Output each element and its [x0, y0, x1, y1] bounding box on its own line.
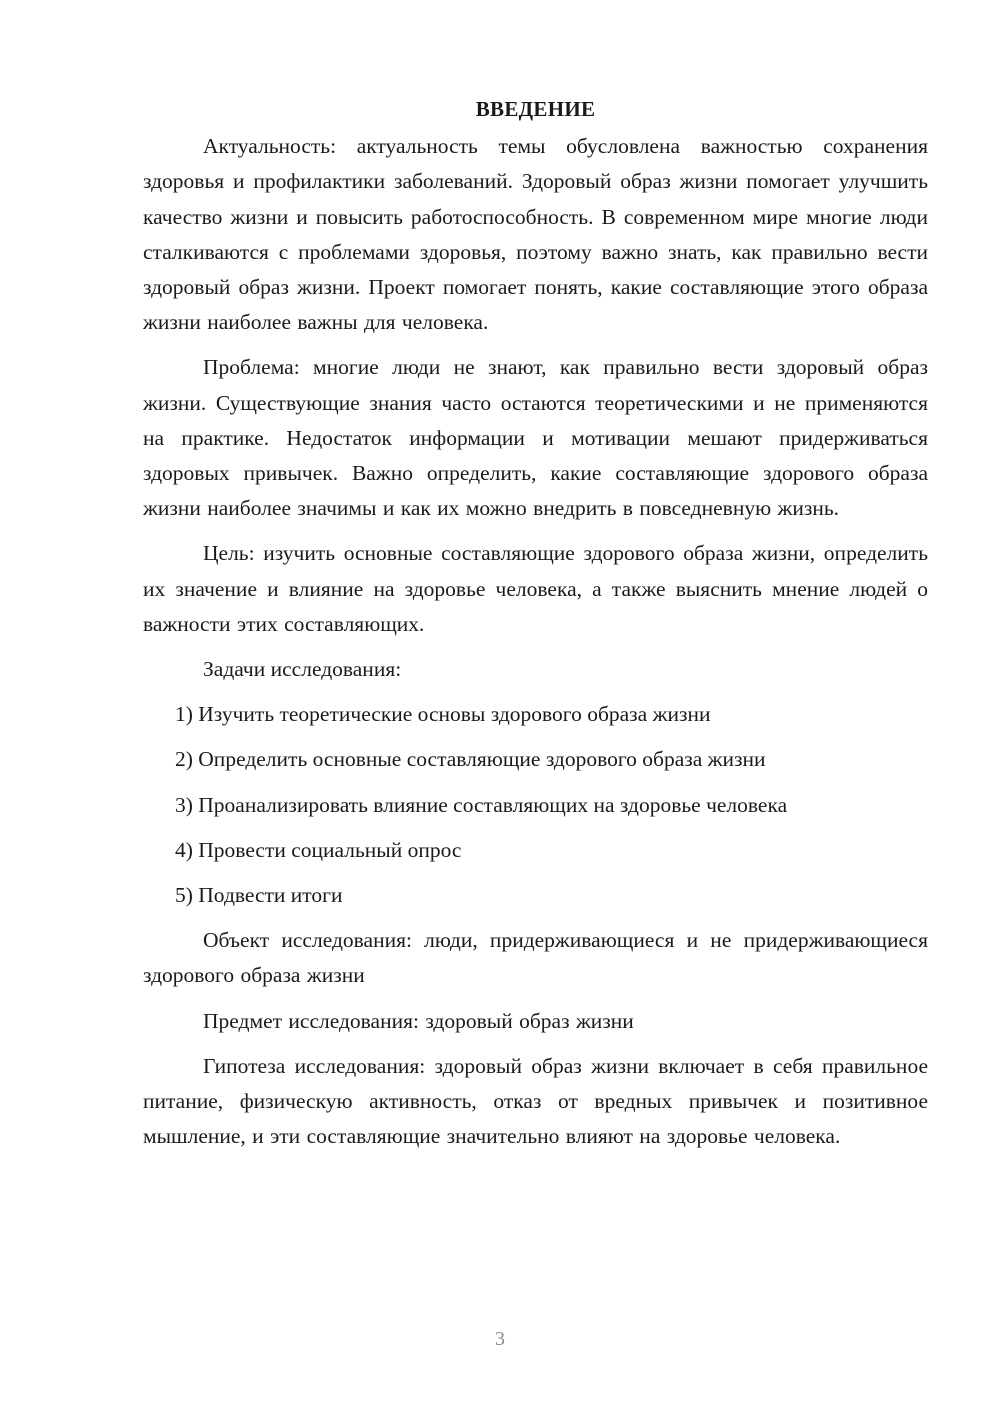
page-number: 3 [495, 1328, 505, 1350]
tasks-list [143, 697, 928, 913]
paragraph-goal: Цель: изучить основные составляющие здорового образа жизни, определить их значение и влияние на здоровье человека, а также выяснить мнение людей о важности этих составляющих. [143, 541, 928, 636]
task-item: 1) Изучить теоретические основы здорового образа жизни [175, 702, 711, 727]
paragraph-subject: Предмет исследования: здоровый образ жизни [203, 1008, 634, 1033]
paragraph-object: Объект исследования: люди, придерживающиеся и не придерживающиеся здорового образа жизни [143, 928, 928, 988]
tasks-heading: Задачи исследования: [203, 657, 402, 682]
paragraph-problem: Проблема: многие люди не знают, как правильно вести здоровый образ жизни. Существующие знания часто остаются теоретическими и не применяются на практике. Недостаток информации и мотивации мешают придерживаться здоровых привычек. Важно определить, какие составляющие здорового образа жизни наиболее значимы и как их можно внедрить в повседневную жизнь. [143, 355, 928, 521]
task-item: 5) Подвести итоги [175, 883, 343, 908]
task-item: 2) Определить основные составляющие здорового образа жизни [175, 747, 766, 772]
section-title: ВВЕДЕНИЕ [475, 97, 596, 121]
document-page [143, 92, 928, 1164]
paragraph-hypothesis: Гипотеза исследования: здоровый образ жизни включает в себя правильное питание, физическую активность, отказ от вредных привычек и позитивное мышление, и эти составляющие значительно влияют на здоровье человека. [143, 1053, 928, 1149]
paragraph-relevance: Актуальность: актуальность темы обусловлена важностью сохранения здоровья и профилактики заболеваний. Здоровый образ жизни помогает улучшить качество жизни и повысить работоспособность. В современном мире многие люди сталкиваются с проблемами здоровья, поэтому важно знать, как правильно вести здоровый образ жизни. Проект помогает понять, какие составляющие этого образа жизни наиболее важны для человека. [143, 134, 928, 335]
task-item: 4) Провести социальный опрос [175, 837, 462, 862]
task-item: 3) Проанализировать влияние составляющих на здоровье человека [175, 792, 788, 817]
